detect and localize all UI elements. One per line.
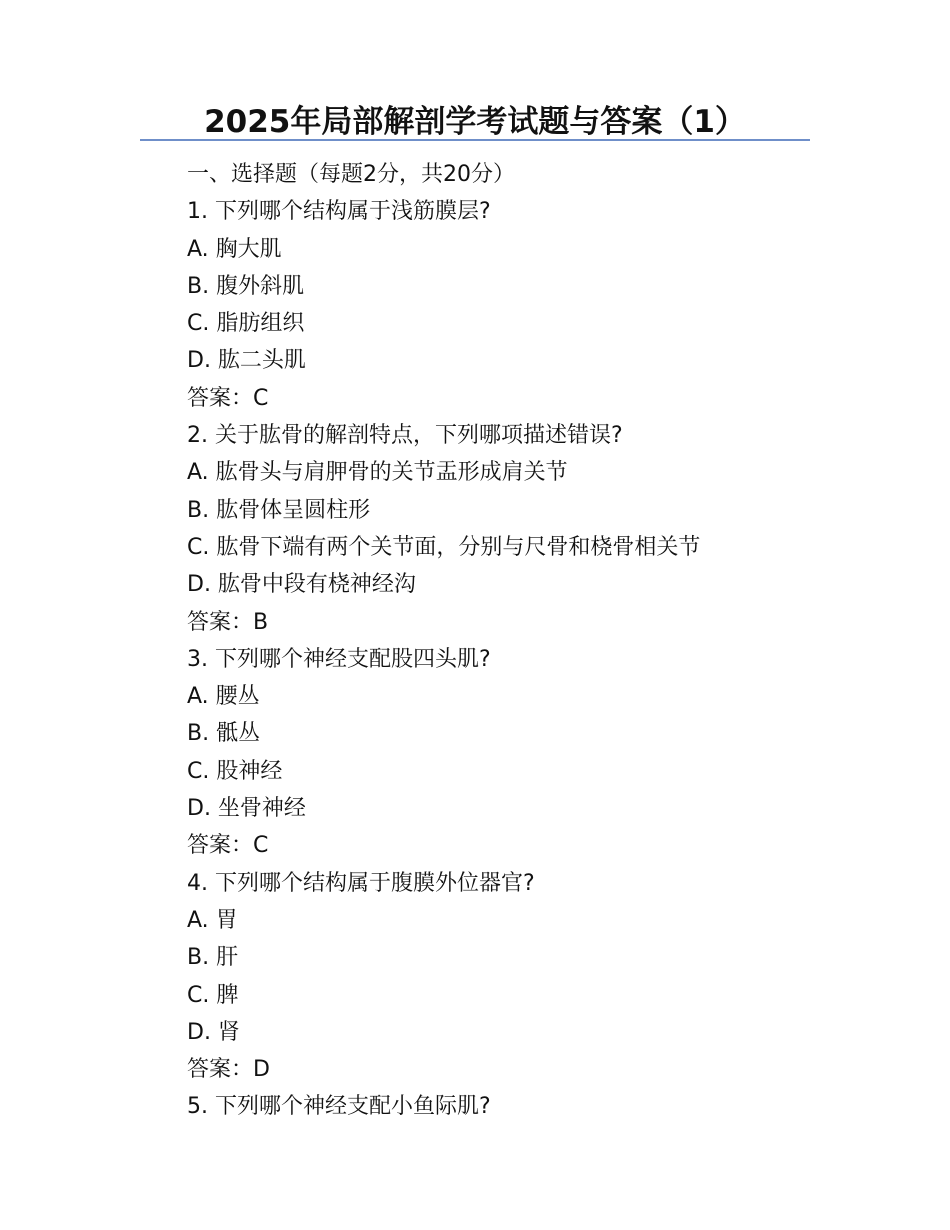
option-c: C. 肱骨下端有两个关节面，分别与尺骨和桡骨相关节 [187, 534, 701, 560]
option-b: B. 肱骨体呈圆柱形 [187, 497, 371, 523]
option-c: C. 脂肪组织 [187, 311, 305, 337]
question-stem: 1. 下列哪个结构属于浅筋膜层? [187, 199, 491, 225]
answer-line: 答案：C [187, 833, 269, 859]
option-c: C. 脾 [187, 982, 239, 1008]
question-block [187, 417, 827, 641]
option-b: B. 骶丛 [187, 721, 261, 747]
option-a: A. 肱骨头与肩胛骨的关节盂形成肩关节 [187, 460, 568, 486]
answer-line: 答案：B [187, 609, 269, 635]
question-stem: 3. 下列哪个神经支配股四头肌? [187, 646, 491, 672]
option-d: D. 坐骨神经 [187, 796, 306, 822]
question-block [187, 865, 827, 1089]
question-stem: 2. 关于肱骨的解剖特点，下列哪项描述错误? [187, 423, 623, 449]
document-body [187, 156, 827, 1126]
answer-line: 答案：C [187, 385, 269, 411]
question-stem: 4. 下列哪个结构属于腹膜外位器官? [187, 870, 535, 896]
answer-line: 答案：D [187, 1057, 270, 1083]
option-d: D. 肱二头肌 [187, 348, 306, 374]
question-block [187, 1088, 827, 1125]
option-a: A. 腰丛 [187, 684, 260, 710]
title-underline [140, 139, 810, 141]
question-stem: 5. 下列哪个神经支配小鱼际肌? [187, 1094, 491, 1120]
question-block [187, 193, 827, 417]
question-block [187, 641, 827, 865]
option-b: B. 腹外斜肌 [187, 273, 305, 299]
option-a: A. 胃 [187, 907, 238, 933]
document-title: 2025年局部解剖学考试题与答案（1） [204, 104, 746, 140]
section-heading: 一、选择题（每题2分，共20分） [187, 162, 515, 187]
option-d: D. 肾 [187, 1019, 240, 1045]
option-b: B. 肝 [187, 945, 239, 971]
option-d: D. 肱骨中段有桡神经沟 [187, 572, 416, 598]
option-a: A. 胸大肌 [187, 236, 282, 262]
option-c: C. 股神经 [187, 758, 283, 784]
